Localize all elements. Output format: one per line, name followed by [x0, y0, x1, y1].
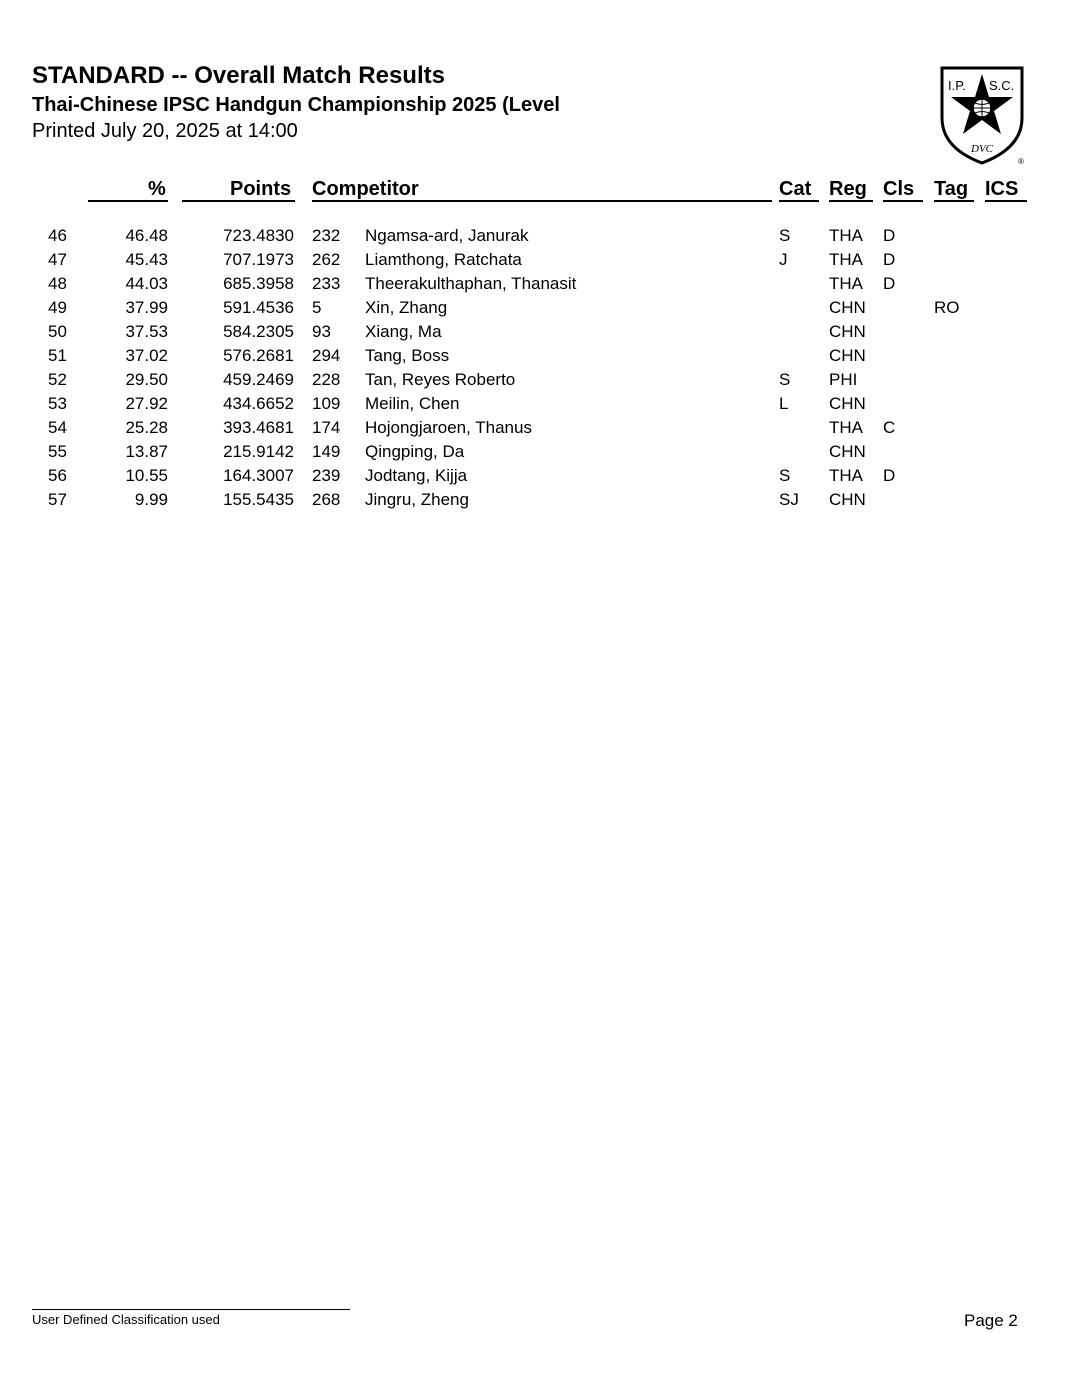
place: 49 [48, 298, 67, 317]
competitor-name: Xin, Zhang [365, 298, 448, 317]
competitor-number: 294 [312, 346, 341, 365]
percent: 46.48 [125, 226, 168, 245]
page-number: Page 2 [964, 1311, 1018, 1330]
col-underline-ics [985, 200, 1027, 202]
category: J [779, 250, 788, 269]
percent: 9.99 [134, 490, 168, 509]
competitor-number: 239 [312, 466, 341, 485]
competitor-name: Ngamsa-ard, Janurak [365, 226, 529, 245]
place: 46 [48, 226, 67, 245]
printed-date: Printed July 20, 2025 at 14:00 [32, 120, 298, 142]
points: 459.2469 [223, 370, 294, 389]
competitor-number: 268 [312, 490, 341, 509]
region: CHN [829, 322, 866, 341]
percent: 29.50 [125, 370, 168, 389]
region: CHN [829, 442, 866, 461]
points: 685.3958 [223, 274, 294, 293]
place: 51 [48, 346, 67, 365]
competitor-number: 93 [312, 322, 331, 341]
col-underline-competitor [312, 200, 772, 202]
col-header-pct: % [148, 178, 166, 200]
percent: 37.53 [125, 322, 168, 341]
category: S [779, 466, 791, 485]
category: S [779, 226, 791, 245]
tag: RO [934, 298, 960, 317]
competitor-number: 228 [312, 370, 341, 389]
competitor-number: 262 [312, 250, 341, 269]
place: 57 [48, 490, 67, 509]
region: CHN [829, 346, 866, 365]
place: 52 [48, 370, 67, 389]
class: D [883, 250, 896, 269]
table-row [0, 442, 1080, 466]
col-header-points: Points [230, 178, 292, 200]
region: PHI [829, 370, 858, 389]
competitor-number: 5 [312, 298, 322, 317]
competitor-name: Xiang, Ma [365, 322, 442, 341]
place: 48 [48, 274, 67, 293]
col-header-tag: Tag [934, 178, 969, 200]
table-row [0, 370, 1080, 394]
percent: 37.99 [125, 298, 168, 317]
class: D [883, 226, 896, 245]
region: THA [829, 466, 863, 485]
registered-mark: ® [1018, 157, 1024, 166]
region: CHN [829, 490, 866, 509]
logo-text-left: I.P. [948, 78, 966, 93]
footer-divider [32, 1309, 350, 1310]
match-name: Thai-Chinese IPSC Handgun Championship 2025 (Level [32, 94, 560, 116]
category: L [779, 394, 789, 413]
region: THA [829, 250, 863, 269]
points: 164.3007 [223, 466, 294, 485]
competitor-name: Jingru, Zheng [365, 490, 469, 509]
table-row [0, 298, 1080, 322]
table-row [0, 322, 1080, 346]
percent: 44.03 [125, 274, 168, 293]
class: D [883, 274, 896, 293]
competitor-number: 233 [312, 274, 341, 293]
points: 155.5435 [223, 490, 294, 509]
points: 576.2681 [223, 346, 294, 365]
col-header-reg: Reg [829, 178, 867, 200]
table-row [0, 418, 1080, 442]
competitor-name: Meilin, Chen [365, 394, 460, 413]
ipsc-logo [938, 64, 1026, 166]
col-header-cat: Cat [779, 178, 812, 200]
table-row [0, 274, 1080, 298]
class: D [883, 466, 896, 485]
place: 55 [48, 442, 67, 461]
place: 56 [48, 466, 67, 485]
percent: 37.02 [125, 346, 168, 365]
percent: 13.87 [125, 442, 168, 461]
region: CHN [829, 298, 866, 317]
place: 53 [48, 394, 67, 413]
competitor-number: 232 [312, 226, 341, 245]
table-row [0, 250, 1080, 274]
competitor-name: Jodtang, Kijja [365, 466, 468, 485]
col-underline-points [182, 200, 295, 202]
col-underline-cat [779, 200, 819, 202]
competitor-name: Tang, Boss [365, 346, 450, 365]
competitor-number: 109 [312, 394, 341, 413]
logo-motto: DVC [971, 143, 993, 155]
percent: 45.43 [125, 250, 168, 269]
col-underline-pct [88, 200, 168, 202]
points: 584.2305 [223, 322, 294, 341]
region: CHN [829, 394, 866, 413]
competitor-number: 149 [312, 442, 341, 461]
region: THA [829, 274, 863, 293]
col-underline-cls [883, 200, 923, 202]
points: 707.1973 [223, 250, 294, 269]
category: SJ [779, 490, 799, 509]
competitor-name: Qingping, Da [365, 442, 465, 461]
report-title: STANDARD -- Overall Match Results [32, 62, 445, 89]
competitor-number: 174 [312, 418, 341, 437]
table-row [0, 490, 1080, 514]
points: 591.4536 [223, 298, 294, 317]
region: THA [829, 418, 863, 437]
place: 50 [48, 322, 67, 341]
competitor-name: Tan, Reyes Roberto [365, 370, 516, 389]
percent: 25.28 [125, 418, 168, 437]
percent: 10.55 [125, 466, 168, 485]
col-underline-tag [934, 200, 974, 202]
region: THA [829, 226, 863, 245]
points: 215.9142 [223, 442, 294, 461]
competitor-name: Theerakulthaphan, Thanasit [365, 274, 577, 293]
table-row [0, 226, 1080, 250]
col-header-ics: ICS [985, 178, 1019, 200]
place: 54 [48, 418, 67, 437]
competitor-name: Hojongjaroen, Thanus [365, 418, 532, 437]
category: S [779, 370, 791, 389]
class: C [883, 418, 896, 437]
col-underline-reg [829, 200, 873, 202]
table-row [0, 466, 1080, 490]
points: 434.6652 [223, 394, 294, 413]
percent: 27.92 [125, 394, 168, 413]
col-header-competitor: Competitor [312, 178, 419, 200]
logo-text-right: S.C. [989, 78, 1015, 93]
table-row [0, 346, 1080, 370]
place: 47 [48, 250, 67, 269]
classification-note: User Defined Classification used [32, 1312, 220, 1327]
col-header-cls: Cls [883, 178, 915, 200]
points: 723.4830 [223, 226, 294, 245]
table-row [0, 394, 1080, 418]
competitor-name: Liamthong, Ratchata [365, 250, 522, 269]
points: 393.4681 [223, 418, 294, 437]
